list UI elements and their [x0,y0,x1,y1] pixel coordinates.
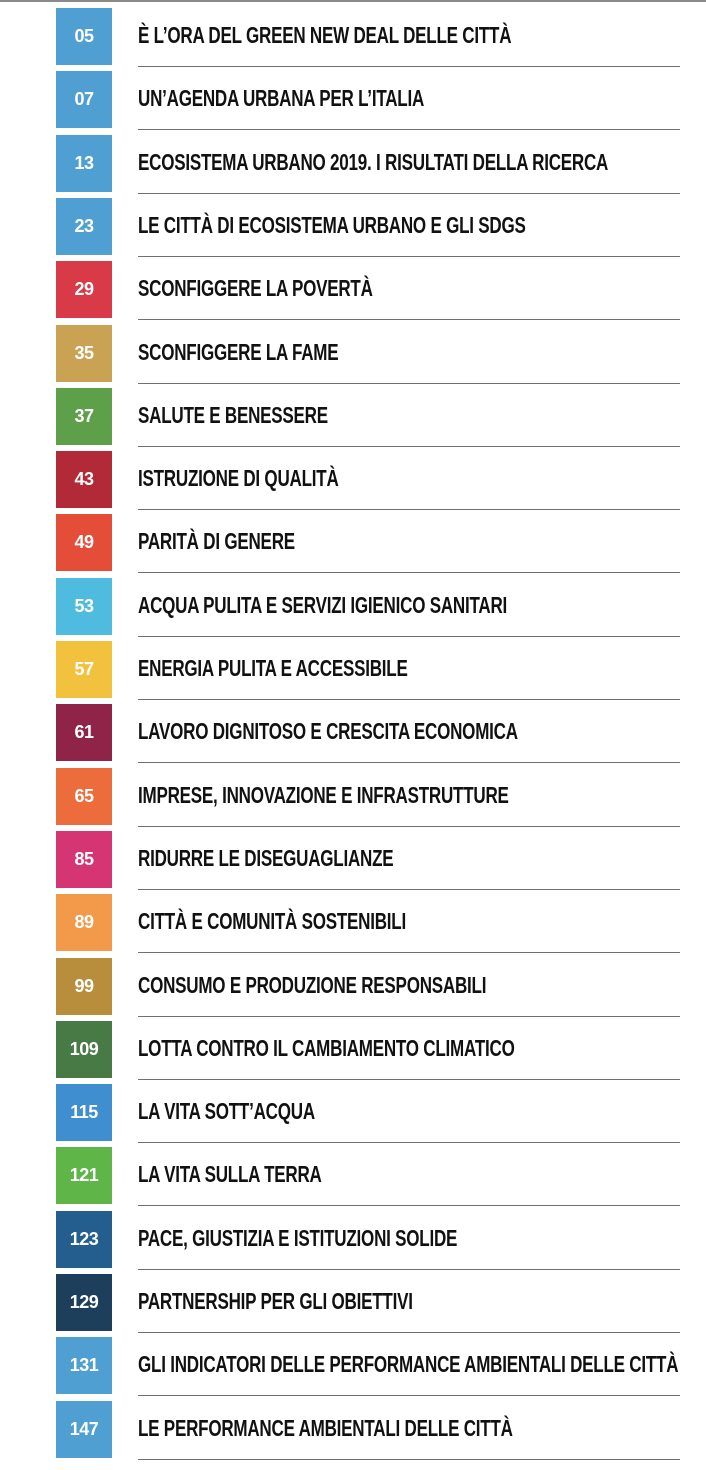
toc-entry[interactable] [0,1143,706,1206]
entry-title[interactable]: LE CITTÀ DI ECOSISTEMA URBANO E GLI SDGS [138,211,526,238]
page-number-badge: 53 [56,578,112,635]
page-number-badge: 99 [56,958,112,1015]
toc-entry[interactable] [0,637,706,700]
toc-entry[interactable] [0,1017,706,1080]
entry-title[interactable]: UN’AGENDA URBANA PER L’ITALIA [138,85,425,112]
page-number-badge: 43 [56,451,112,508]
entry-title[interactable]: È L’ORA DEL GREEN NEW DEAL DELLE CITTÀ [138,22,512,48]
top-divider [0,0,706,2]
toc-entry[interactable] [0,67,706,130]
entry-title[interactable]: LOTTA CONTRO IL CAMBIAMENTO CLIMATICO [138,1034,515,1061]
toc-entry[interactable] [0,827,706,890]
page-number-badge: 129 [56,1274,112,1331]
toc-entry[interactable] [0,1333,706,1396]
page-number-badge: 23 [56,198,112,255]
page-number-badge: 49 [56,514,112,571]
page-number-badge: 61 [56,704,112,761]
toc-entry[interactable] [0,1397,706,1460]
page-number-badge: 89 [56,894,112,951]
entry-title[interactable]: SCONFIGGERE LA FAME [138,338,339,365]
toc-entry[interactable] [0,384,706,447]
entry-title[interactable]: ISTRUZIONE DI QUALITÀ [138,465,339,492]
toc-entry[interactable] [0,131,706,194]
toc-entry[interactable] [0,574,706,637]
toc-entry[interactable] [0,764,706,827]
entry-title[interactable]: SALUTE E BENESSERE [138,401,328,428]
toc-entry[interactable] [0,1080,706,1143]
page-number-badge: 85 [56,831,112,888]
page-number-badge: 121 [56,1147,112,1204]
page-number-badge: 147 [56,1401,112,1458]
entry-title[interactable]: GLI INDICATORI DELLE PERFORMANCE AMBIENTALI DELLE CITTÀ [138,1351,679,1378]
page-number-badge: 13 [56,135,112,192]
entry-title[interactable]: PARITÀ DI GENERE [138,528,295,555]
toc-entry[interactable] [0,700,706,763]
toc-entry[interactable] [0,1270,706,1333]
page-number-badge: 29 [56,261,112,318]
entry-title[interactable]: CONSUMO E PRODUZIONE RESPONSABILI [138,971,487,998]
toc-entry[interactable] [0,194,706,257]
page-number-badge: 109 [56,1021,112,1078]
entry-title[interactable]: ACQUA PULITA E SERVIZI IGIENICO SANITARI [138,591,508,618]
toc-entry[interactable] [0,1207,706,1270]
toc-entry[interactable] [0,510,706,573]
entry-title[interactable]: PACE, GIUSTIZIA E ISTITUZIONI SOLIDE [138,1224,458,1251]
page-number-badge: 35 [56,325,112,382]
toc-entry[interactable] [0,447,706,510]
entry-title[interactable]: LAVORO DIGNITOSO E CRESCITA ECONOMICA [138,718,518,745]
page-number-badge: 57 [56,641,112,698]
page-number-badge: 115 [56,1084,112,1141]
page-number-badge: 07 [56,71,112,128]
entry-title[interactable]: LA VITA SULLA TERRA [138,1161,322,1188]
divider [138,1459,680,1460]
page-number-badge: 05 [56,8,112,65]
page-number-badge: 37 [56,388,112,445]
page-number-badge: 131 [56,1337,112,1394]
page-number-badge: 65 [56,768,112,825]
entry-title[interactable]: RIDURRE LE DISEGUAGLIANZE [138,844,394,871]
entry-title[interactable]: PARTNERSHIP PER GLI OBIETTIVI [138,1288,413,1314]
toc-entry[interactable] [0,321,706,384]
toc-entry[interactable] [0,4,706,67]
entry-title[interactable]: LA VITA SOTT’ACQUA [138,1098,315,1125]
entry-title[interactable]: LE PERFORMANCE AMBIENTALI DELLE CITTÀ [138,1414,513,1441]
toc-entry[interactable] [0,890,706,953]
page-number-badge: 123 [56,1211,112,1268]
entry-title[interactable]: ENERGIA PULITA E ACCESSIBILE [138,655,408,681]
toc-entry[interactable] [0,954,706,1017]
entry-title[interactable]: ECOSISTEMA URBANO 2019. I RISULTATI DELLA RICERCA [138,148,609,175]
toc-entry[interactable] [0,257,706,320]
entry-title[interactable]: CITTÀ E COMUNITÀ SOSTENIBILI [138,908,406,935]
entry-title[interactable]: SCONFIGGERE LA POVERTÀ [138,275,373,302]
entry-title[interactable]: IMPRESE, INNOVAZIONE E INFRASTRUTTURE [138,781,509,808]
